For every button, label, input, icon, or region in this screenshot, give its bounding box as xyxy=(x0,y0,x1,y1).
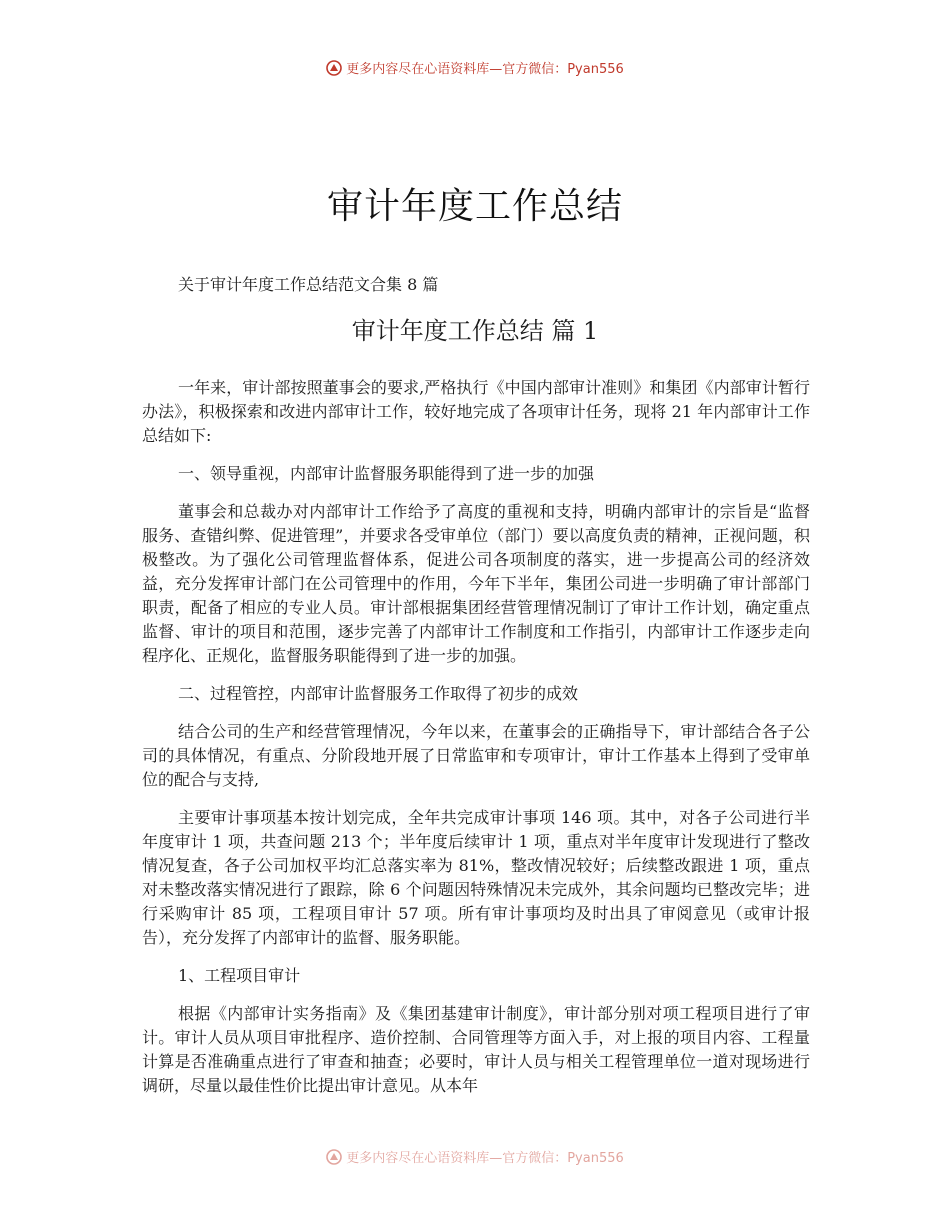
watermark-footer xyxy=(0,1147,950,1166)
paragraph: 结合公司的生产和经营管理情况，今年以来，在董事会的正确指导下，审计部结合各子公司的具体情况，有重点、分阶段地开展了日常监审和专项审计，审计工作基本上得到了受审单位的配合与支持, xyxy=(142,722,810,789)
paragraph-intro: 一年来，审计部按照董事会的要求,严格执行《中国内部审计准则》和集团《内部审计暂行办法》，积极探索和改进内部审计工作，较好地完成了各项审计任务，现将 21 年内部审计工作总结如下: xyxy=(142,378,810,445)
paragraph: 董事会和总裁办对内部审计工作给予了高度的重视和支持，明确内部审计的宗旨是“监督服务、查错纠弊、促进管理”，并要求各受审单位（部门）要以高度负责的精神，正视问题，积极整改。为了强化公司管理监督体系，促进公司各项制度的落实，进一步提高公司的经济效益，充分发挥审计部门在公司管理中的作用，今年下半年，集团公司进一步明确了审计部部门职责，配备了相应的专业人员。审计部根据集团经营管理情况制订了审计工作计划，确定重点监督、审计的项目和范围，逐步完善了内部审计工作制度和工作指引，内部审计工作逐步走向程序化、正规化，监督服务职能得到了进一步的加强。 xyxy=(142,502,810,665)
paragraph: 主要审计事项基本按计划完成，全年共完成审计事项 146 项。其中，对各子公司进行半年度审计 1 项，共查问题 213 个；半年度后续审计 1 项，重点对半年度审计发现进行了整改情况复查，各子公司加权平均汇总落实率为 81%，整改情况较好；后续整改跟进 1 项，重点对未整改落实情况进行了跟踪，除 6 个问题因特殊情况未完成外，其余问题均已整改完毕；进行采购审计 85 项，工程项目审计 57 项。所有审计事项均及时出具了审阅意见（或审计报告），充分发挥了内部审计的监督、服务职能。 xyxy=(142,808,810,947)
brand-logo-icon xyxy=(326,1149,342,1165)
section-heading xyxy=(0,311,950,346)
paragraph-subheading: 1、工程项目审计 xyxy=(178,966,301,985)
paragraph-heading-2: 二、过程管控，内部审计监督服务工作取得了初步的成效 xyxy=(178,684,579,703)
document-body xyxy=(142,376,810,1112)
paragraph-heading-1: 一、领导重视，内部审计监督服务职能得到了进一步的加强 xyxy=(178,464,595,483)
section-heading-number: 篇 1 xyxy=(551,317,599,345)
brand-logo-icon xyxy=(326,60,342,76)
watermark-text: 更多内容尽在心语资料库—官方微信：Pyan556 xyxy=(346,62,624,77)
paragraph: 根据《内部审计实务指南》及《集团基建审计制度》，审计部分别对项工程项目进行了审计。审计人员从项目审批程序、造价控制、合同管理等方面入手，对上报的项目内容、工程量计算是否准确重点进行了审查和抽查；必要时，审计人员与相关工程管理单位一道对现场进行调研，尽量以最佳性价比提出审计意见。从本年 xyxy=(142,1004,810,1095)
section-heading-text: 审计年度工作总结 xyxy=(351,317,544,345)
watermark-text: 更多内容尽在心语资料库—官方微信：Pyan556 xyxy=(346,1151,624,1166)
document-title: 审计年度工作总结 xyxy=(326,186,623,227)
document-subtitle: 关于审计年度工作总结范文合集 8 篇 xyxy=(178,275,439,294)
watermark-header xyxy=(0,58,950,77)
